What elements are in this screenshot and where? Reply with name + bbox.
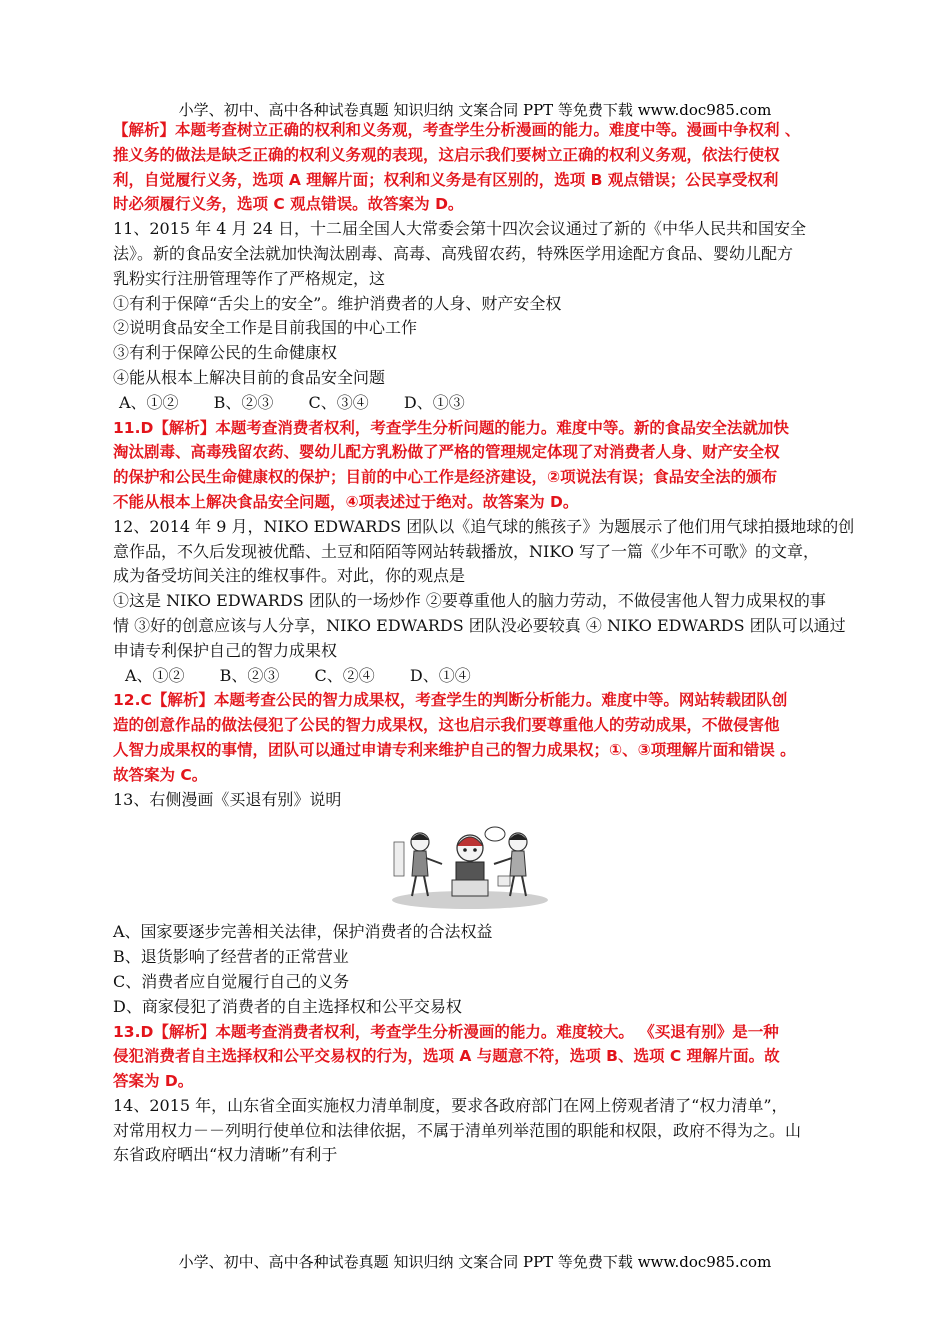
option-c: C、②④ (314, 665, 375, 685)
page-header: 小学、初中、高中各种试卷真题 知识归纳 文案合同 PPT 等免费下载 www.doc985.com (178, 101, 772, 119)
question-stem: 12、2014 年 9 月，NIKO EDWARDS 团队以《追气球的熊孩子》为题展示了他们用气球拍摄地球的创 (113, 516, 855, 536)
analysis-line: 11.D【解析】本题考查消费者权利，考查学生分析问题的能力。难度中等。新的食品安全法就加快 (113, 418, 789, 437)
statement-item: ①这是 NIKO EDWARDS 团队的一场炒作 ②要尊重他人的脑力劳动，不做侵害他人智力成果权的事 (113, 591, 826, 611)
option-a: A、①② (125, 665, 185, 685)
answer-options (113, 664, 843, 689)
analysis-line: 推义务的做法是缺乏正确的权利义务观的表现，这启示我们要树立正确的权利义务观，依法行使权 (113, 145, 780, 164)
option-b: B、退货影响了经营者的正常营业 (113, 947, 349, 967)
statement-item: ④能从根本上解决目前的食品安全问题 (113, 367, 386, 387)
analysis-line: 造的创意作品的做法侵犯了公民的智力成果权，这也启示我们要尊重他人的劳动成果，不做侵害他 (113, 716, 780, 735)
option-c: C、③④ (308, 392, 369, 412)
option-c: C、消费者应自觉履行自己的义务 (113, 971, 350, 991)
statement-item: 申请专利保护自己的智力成果权 (113, 640, 338, 660)
analysis-line: 时必须履行义务，选项 C 观点错误。故答案为 D。 (113, 195, 464, 214)
option-a: A、国家要逐步完善相关法律，保护消费者的合法权益 (113, 922, 493, 942)
option-d: D、商家侵犯了消费者的自主选择权和公平交易权 (113, 996, 462, 1016)
question-stem: 乳粉实行注册管理等作了严格规定，这 (113, 268, 386, 288)
question-stem: 法》。新的食品安全法就加快淘汰剧毒、高毒、高残留农药，特殊医学用途配方食品、婴幼儿配方 (113, 243, 794, 263)
cartoon-image (390, 820, 550, 910)
statement-item: 情 ③好的创意应该与人分享，NIKO EDWARDS 团队没必要较真 ④ NIKO EDWARDS 团队可以通过 (113, 615, 846, 635)
option-b: B、②③ (213, 392, 274, 412)
option-a: A、①② (119, 392, 179, 412)
analysis-line: 人智力成果权的事情，团队可以通过申请专利来维护自己的智力成果权；①、③项理解片面和错误 。 (113, 740, 796, 759)
question-stem: 11、2015 年 4 月 24 日，十二届全国人大常委会第十四次会议通过了新的《中华人民共和国安全 (113, 219, 807, 239)
analysis-line: 利，自觉履行义务，选项 A 理解片面；权利和义务是有区别的，选项 B 观点错误；公民享受权利 (113, 170, 779, 189)
question-stem: 意作品，不久后发现被优酷、土豆和陌陌等网站转载播放，NIKO 写了一篇《少年不可歌》的文章， (113, 541, 820, 561)
statement-item: ①有利于保障“舌尖上的安全”。维护消费者的人身、财产安全权 (113, 293, 562, 313)
option-d: D、①③ (403, 392, 465, 412)
option-d: D、①④ (409, 665, 471, 685)
statement-item: ②说明食品安全工作是目前我国的中心工作 (113, 318, 418, 338)
analysis-line: 答案为 D。 (113, 1072, 194, 1091)
document-body (113, 118, 855, 1168)
question-stem: 对常用权力－－列明行使单位和法律依据，不属于清单列举范围的职能和权限，政府不得为之。山 (113, 1120, 802, 1140)
statement-item: ③有利于保障公民的生命健康权 (113, 343, 338, 363)
analysis-line: 12.C【解析】本题考查公民的智力成果权，考查学生的判断分析能力。难度中等。网站转载团队创 (113, 691, 788, 710)
question-stem: 成为备受坊间关注的维权事件。对此，你的观点是 (113, 566, 466, 586)
answer-options (113, 391, 843, 416)
analysis-line: 侵犯消费者自主选择权和公平交易权的行为，选项 A 与题意不符，选项 B、选项 C 理解片面。故 (113, 1047, 780, 1066)
analysis-line: 淘汰剧毒、高毒残留农药、婴幼儿配方乳粉做了严格的管理规定体现了对消费者人身、财产安全权 (113, 443, 780, 462)
option-b: B、②③ (219, 665, 280, 685)
analysis-line: 【解析】本题考查树立正确的权利和义务观，考查学生分析漫画的能力。难度中等。漫画中争权利 、 (113, 121, 801, 139)
question-stem: 东省政府晒出“权力清晰”有利于 (113, 1145, 338, 1165)
analysis-line: 13.D【解析】本题考查消费者权利，考查学生分析漫画的能力。难度较大。 《买退有别》是一种 (113, 1022, 779, 1041)
question-stem: 13、右侧漫画《买退有别》说明 (113, 789, 342, 809)
analysis-line: 不能从根本上解决食品安全问题，④项表述过于绝对。故答案为 D。 (113, 492, 579, 511)
question-stem: 14、2015 年，山东省全面实施权力清单制度，要求各政府部门在网上傍观者清了“权力清单”， (113, 1095, 788, 1115)
page-footer: 小学、初中、高中各种试卷真题 知识归纳 文案合同 PPT 等免费下载 www.doc985.com (178, 1253, 772, 1271)
analysis-line: 的保护和公民生命健康权的保护；目前的中心工作是经济建设，②项说法有误；食品安全法的颁布 (113, 468, 778, 487)
analysis-line: 故答案为 C。 (113, 765, 208, 784)
